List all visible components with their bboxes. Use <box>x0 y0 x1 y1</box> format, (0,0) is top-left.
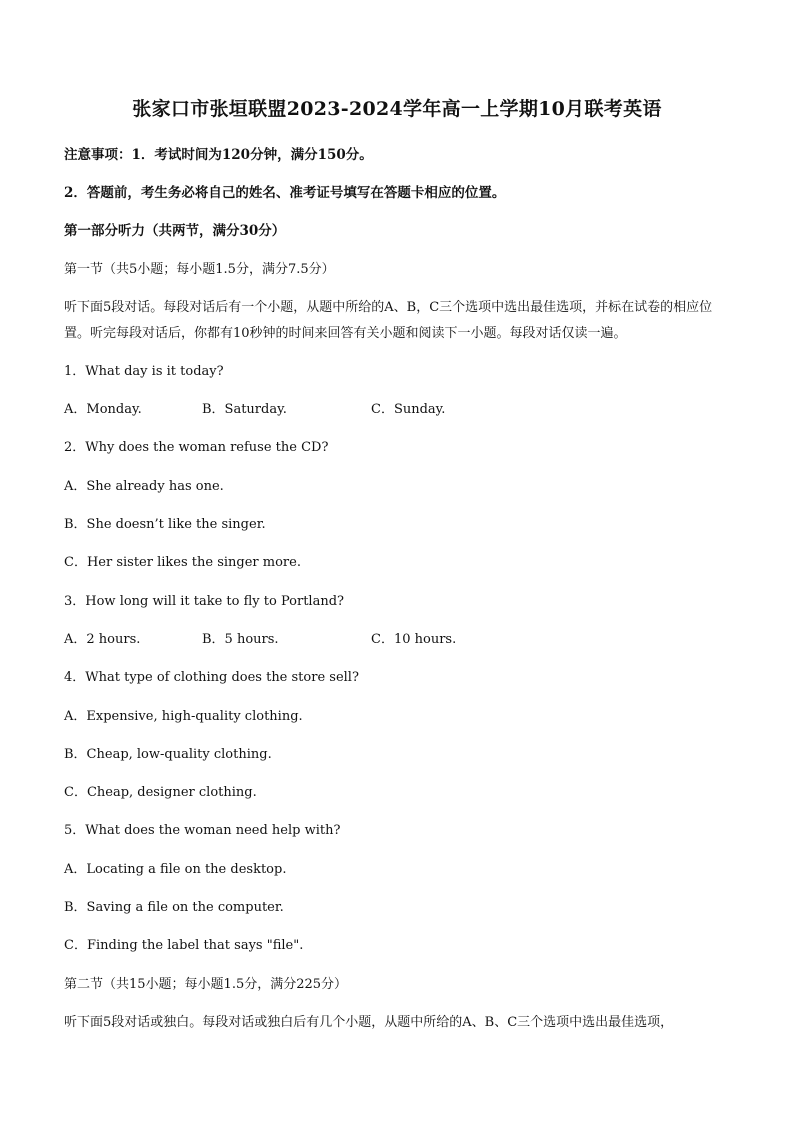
notice-line-1: 注意事项：1．考试时间为120分钟，满分150分。 <box>64 147 373 163</box>
question-3-option-c: C．10 hours. <box>371 632 457 647</box>
question-3-stem: 3．How long will it take to fly to Portland? <box>64 594 345 609</box>
question-4-option-c: C．Cheap, designer clothing. <box>64 785 257 800</box>
notice-line-2: 2．答题前，考生务必将自己的姓名、准考证号填写在答题卡相应的位置。 <box>64 185 506 201</box>
section2-instructions: 听下面5段对话或独白。每段对话或独白后有几个小题，从题中所给的A、B、C三个选项中选出最佳选项， <box>64 1015 674 1030</box>
section1-instructions: 听下面5段对话。每段对话后有一个小题，从题中所给的A、B，C三个选项中选出最佳选项，并标在试卷的相应位置。听完每段对话后，你都有10秒钟的时间来回答有关小题和阅读下一小题。每段对话仅读一遍。 <box>64 300 713 341</box>
question-3-option-a: A．2 hours. <box>64 632 141 647</box>
question-4-option-b: B．Cheap, low-quality clothing. <box>64 747 272 762</box>
question-4-stem: 4．What type of clothing does the store sell? <box>64 670 359 685</box>
question-3-options <box>64 631 764 649</box>
page-title: 张家口市张垣联盟2023-2024学年高一上学期10月联考英语 <box>132 98 662 120</box>
section1-heading: 第一节（共5小题；每小题1.5分，满分7.5分） <box>64 262 335 277</box>
part1-heading: 第一部分听力（共两节，满分30分） <box>64 223 286 239</box>
question-5-option-a: A．Locating a file on the desktop. <box>64 862 287 877</box>
section2-heading: 第二节（共15小题；每小题1.5分，满分225分） <box>64 977 348 992</box>
question-2-option-a: A．She already has one. <box>64 479 224 494</box>
question-5-option-c: C．Finding the label that says "file". <box>64 938 304 953</box>
question-5-stem: 5．What does the woman need help with? <box>64 823 341 838</box>
question-1-options <box>64 401 764 419</box>
question-4-option-a: A．Expensive, high-quality clothing. <box>64 709 303 724</box>
question-3-option-b: B．5 hours. <box>202 632 279 647</box>
question-2-option-b: B．She doesn’t like the singer. <box>64 517 266 532</box>
question-1-option-a: A．Monday. <box>64 402 142 417</box>
question-2-stem: 2．Why does the woman refuse the CD? <box>64 440 329 455</box>
question-1-option-b: B．Saturday. <box>202 402 287 417</box>
question-1-stem: 1．What day is it today? <box>64 364 224 379</box>
question-1-option-c: C．Sunday. <box>371 402 446 417</box>
question-5-option-b: B．Saving a file on the computer. <box>64 900 284 915</box>
question-2-option-c: C．Her sister likes the singer more. <box>64 555 301 570</box>
